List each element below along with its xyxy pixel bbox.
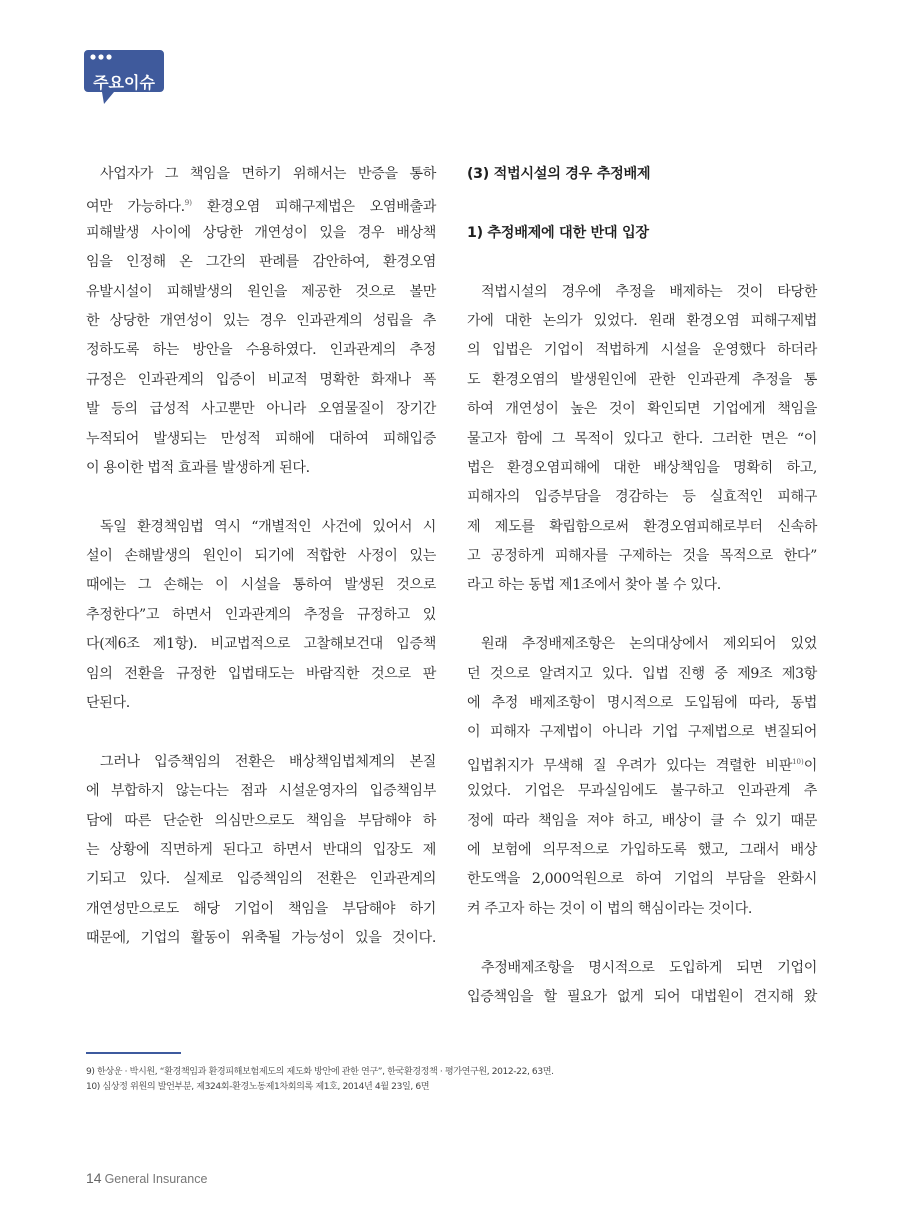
text-line: 입증책임을 할 필요가 없게 되어 대법원이 견지해 왔 xyxy=(467,988,817,1005)
text-line: 독일 환경책임법 역시 “개별적인 사건에 있어서 시 xyxy=(100,518,436,535)
text-line: 추정한다”고 하면서 인과관계의 추정을 규정하고 있 xyxy=(86,606,436,623)
text-line: 임을 인정해 온 그간의 판례를 감안하여, 환경오염 xyxy=(86,254,436,271)
text-line: 있었다. 기업은 무과실임에도 불구하고 인과관계 추 xyxy=(467,783,817,800)
paragraph xyxy=(86,748,436,954)
badge-label: 주요이슈 xyxy=(93,73,155,92)
paragraph xyxy=(467,954,817,1013)
paragraph xyxy=(467,630,817,924)
text-line: 규정은 인과관계의 입증이 비교적 명확한 화재나 폭 xyxy=(86,371,436,388)
text-line: 입법취지가 무색해 질 우려가 있다는 격렬한 비판$^{10)}$이 xyxy=(467,757,817,774)
text-line: 추정배제조항을 명시적으로 도입하게 되면 기업이 xyxy=(481,959,817,976)
publication-name: General Insurance xyxy=(104,1172,208,1186)
text-line: 때에는 그 손해는 이 시설을 통하여 발생된 것으로 xyxy=(86,577,436,594)
text-line: 유발시설이 피해발생의 원인을 제공한 것으로 볼만 xyxy=(86,283,436,300)
text-line: 이 피해자 구제법이 아니라 기업 구제법으로 변질되어 xyxy=(467,724,817,741)
page-footer xyxy=(86,1170,207,1186)
text-line: 켜 주고자 하는 것이 이 법의 핵심이라는 것이다. xyxy=(467,900,753,917)
footnote-ref[interactable]: 10) xyxy=(792,757,804,766)
text-line: 사업자가 그 책임을 면하기 위해서는 반증을 통하 xyxy=(100,166,436,182)
text-line: 다(제6조 제1항). 비교법적으로 고찰해보건대 입증책 xyxy=(86,636,436,653)
text-line: 여만 가능하다.$^{9)}$ 환경오염 피해구제법은 오염배출과 xyxy=(86,199,436,216)
text-line: 담에 따른 단순한 의심만으로도 책임을 부담해야 하 xyxy=(86,812,436,829)
footnote-ref[interactable]: 9) xyxy=(184,199,192,208)
text-line: 물고자 함에 그 목적이 있다고 한다. 그러한 면은 “이 xyxy=(467,430,817,447)
text-line: 정하도록 하는 방안을 수용하였다. 인과관계의 추정 xyxy=(86,342,436,359)
footnotes xyxy=(86,1065,826,1095)
footnote-divider xyxy=(86,1052,181,1054)
text-line: 적법시설의 경우에 추정을 배제하는 것이 타당한 xyxy=(481,283,817,300)
text-line: 때문에, 기업의 활동이 위축될 가능성이 있을 것이다. xyxy=(86,930,436,947)
text-line: 에 보험에 의무적으로 가입하도록 했고, 그래서 배상 xyxy=(467,841,817,858)
text-line: 원래 추정배제조항은 논의대상에서 제외되어 있었 xyxy=(481,636,817,653)
text-line: 그러나 입증책임의 전환은 배상책임법체계의 본질 xyxy=(100,753,436,770)
paragraph xyxy=(86,513,436,719)
text-line: 기되고 있다. 실제로 입증책임의 전환은 인과관계의 xyxy=(86,871,436,888)
text-line: 한 상당한 개연성이 있는 경우 인과관계의 성립을 추 xyxy=(86,312,436,329)
text-line: 개연성만으로도 해당 기업이 책임을 부담해야 하기 xyxy=(86,900,436,917)
text-line: 에 부합하지 않는다는 점과 시설운영자의 입증책임부 xyxy=(86,783,436,800)
text-line: 던 것으로 알려지고 있다. 입법 진행 중 제9조 제3항 xyxy=(467,665,817,682)
text-line: 하여 개연성이 높은 것이 확인되면 기업에게 책임을 xyxy=(467,401,817,418)
section-badge xyxy=(84,50,164,102)
left-column xyxy=(86,160,436,954)
footnote-9: 9) 한상운 · 박시원, “환경책임과 환경피해보험제도의 제도화 방안에 관한 연구”, 한국환경정책 · 평가연구원, 2012-22, 63면. xyxy=(86,1067,554,1077)
page-number: 14 xyxy=(86,1170,102,1186)
subsection-heading: 1) 추정배제에 대한 반대 입장 xyxy=(467,224,649,241)
text-line: 는 상황에 직면하게 된다고 하면서 반대의 입장도 제 xyxy=(86,841,436,858)
text-line: 고 공정하게 피해자를 구제하는 것을 목적으로 한다” xyxy=(467,548,817,565)
paragraph xyxy=(86,160,436,483)
text-line: 설이 손해발생의 원인이 되기에 적합한 사정이 있는 xyxy=(86,548,436,565)
text-line: 피해자의 입증부담을 경감하는 등 실효적인 피해구 xyxy=(467,489,817,506)
text-line: 법은 환경오염피해에 대한 배상책임을 명확히 하고, xyxy=(467,459,817,476)
text-line: 단된다. xyxy=(86,695,130,712)
footnote-10: 10) 심상정 위원의 발언부분, 제324회-환경노동제1차회의록 제1호, 2014년 4월 23일, 6면 xyxy=(86,1082,430,1092)
text-line: 발 등의 급성적 사고뿐만 아니라 오염물질이 장기간 xyxy=(86,401,436,418)
text-line: 정에 따라 책임을 져야 하고, 배상이 클 수 있기 때문 xyxy=(467,812,817,829)
section-heading: (3) 적법시설의 경우 추정배제 xyxy=(467,166,651,182)
text-line: 임의 전환을 규정한 입법태도는 바람직한 것으로 판 xyxy=(86,665,436,682)
text-line: 도 환경오염의 발생원인에 관한 인과관계 추정을 통 xyxy=(467,371,817,388)
text-line: 이 용이한 법적 효과를 발생하게 된다. xyxy=(86,459,310,476)
text-line: 누적되어 발생되는 만성적 피해에 대하여 피해입증 xyxy=(86,430,436,447)
right-column xyxy=(467,160,817,1012)
text-line: 에 추정 배제조항이 명시적으로 도입됨에 따라, 동법 xyxy=(467,695,817,712)
text-line: 가에 대한 논의가 있었다. 원래 환경오염 피해구제법 xyxy=(467,312,817,329)
text-line: 피해발생 사이에 상당한 개연성이 있을 경우 배상책 xyxy=(86,224,436,241)
paragraph xyxy=(467,278,817,601)
text-line: 의 입법은 기업이 적법하게 시설을 운영했다 하더라 xyxy=(467,342,817,359)
text-line: 제 제도를 확립함으로써 환경오염피해로부터 신속하 xyxy=(467,518,817,535)
text-line: 한도액을 2,000억원으로 하여 기업의 부담을 완화시 xyxy=(467,871,817,888)
text-line: 라고 하는 동법 제1조에서 찾아 볼 수 있다. xyxy=(467,577,721,594)
